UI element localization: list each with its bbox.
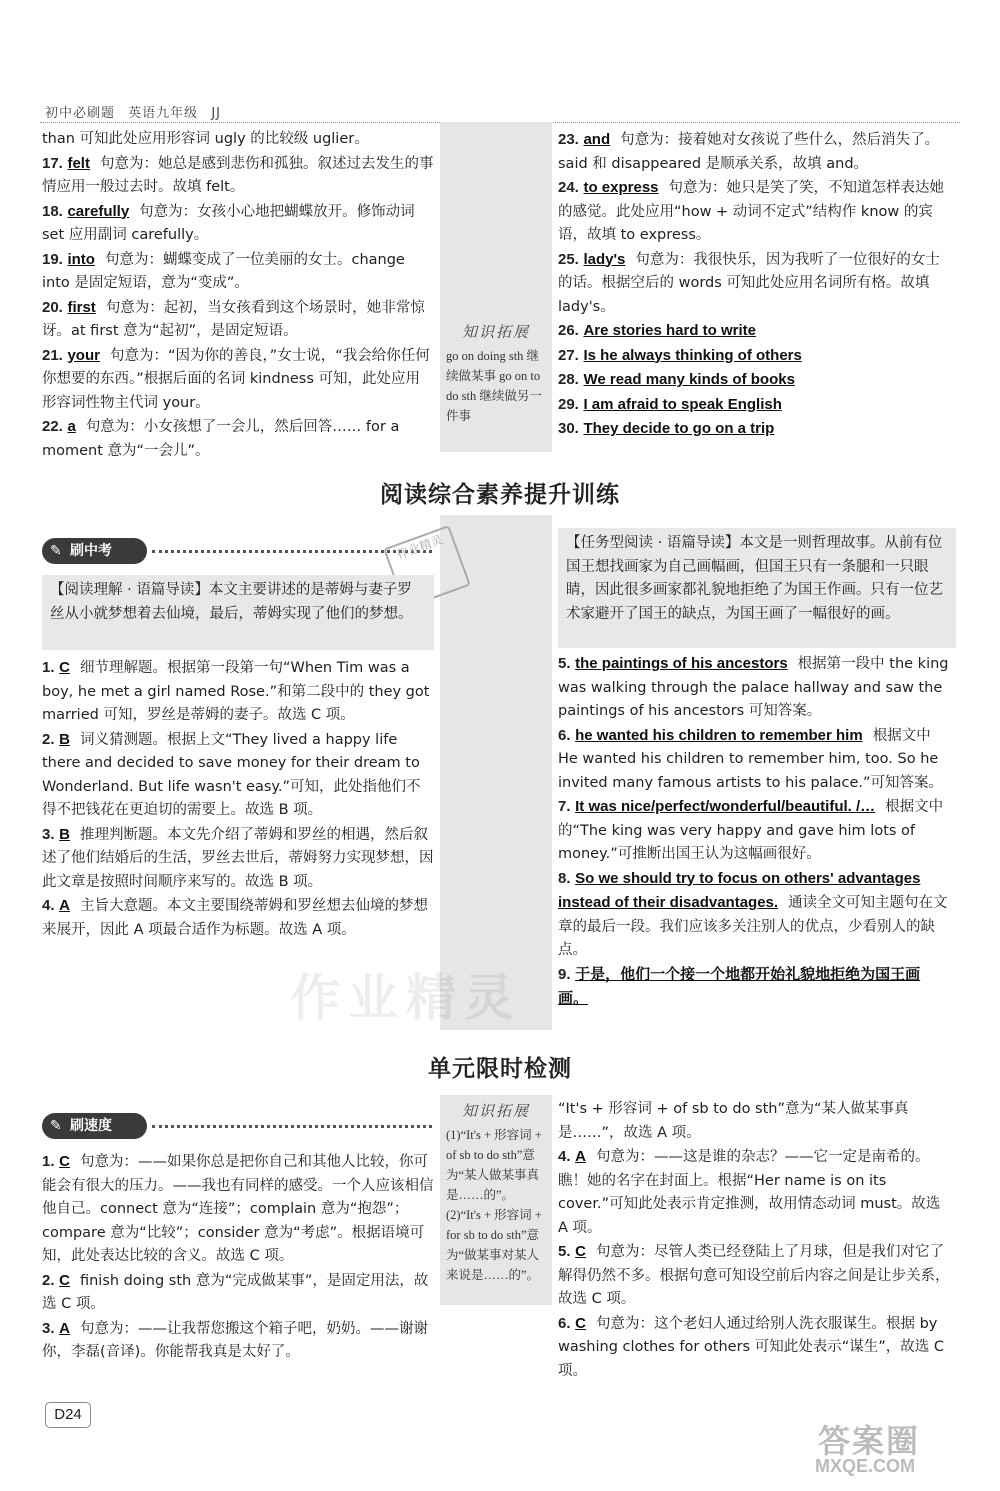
item-answer: I am afraid to speak English (583, 395, 782, 413)
item-number: 18. (42, 202, 63, 220)
answer-item (558, 795, 953, 867)
item-answer: Is he always thinking of others (583, 346, 802, 364)
sidebar-title: 知识拓展 (461, 323, 530, 341)
item-answer: A (59, 897, 70, 914)
item-explanation: 句意为：——如果你总是把你自己和其他人比较，你可能会有很大的压力。——我也有同样的感受。一个人应该相信他自己。connect 意为“连接”；complain 意为“抱怨”；compare 意为“比较”；consider 意为“考虑”。根据语境可知，此处表达比较的含义。故选 C 项。 (42, 1154, 434, 1264)
answer-item (558, 393, 953, 418)
item-number: 23. (558, 131, 579, 148)
item-explanation: 通读全文可知主题句在文章的最后一段。我们应该多关注别人的优点，少看别人的缺点。 (558, 895, 948, 958)
answer-item (42, 894, 434, 942)
item-explanation: 句意为：——让我帮您搬这个箱子吧，奶奶。——谢谢你，李磊(音译)。你能帮我真是太好了。 (42, 1320, 428, 1360)
center-gray-strip (440, 515, 552, 1030)
item-explanation: 主旨大意题。本文主要围绕蒂姆和罗丝想去仙境的梦想来展开，因此 A 项最合适作为标题。故选 A 项。 (42, 898, 428, 938)
section-title-reading: 阅读综合素养提升训练 (380, 482, 620, 508)
answer-item (42, 728, 434, 823)
task-reading-intro-note: 【任务型阅读 · 语篇导读】本文是一则哲理故事。从前有位国王想找画家为自己画幅画，但国王只有一条腿和一只眼睛，因此很多画家都礼貌地拒绝了为国王作画。只有一位艺术家避开了国王的缺点，为国王画了一幅很好的画。 (558, 528, 956, 648)
reading-intro-note: 【阅读理解 · 语篇导读】本文主要讲述的是蒂姆与妻子罗丝从小就梦想着去仙境，最后，蒂姆实现了他们的梦想。 (42, 575, 434, 650)
item-answer: B (59, 730, 70, 748)
item-number: 27. (558, 346, 579, 364)
item-number: 1. (42, 659, 55, 676)
answer-item (558, 344, 953, 369)
item-number: 4. (558, 1148, 571, 1165)
answer-item (42, 296, 434, 344)
top-left-column (42, 128, 434, 463)
answer-item (558, 319, 953, 344)
item-explanation: 句意为：接着她对女孩说了些什么，然后消失了。said 和 disappeared 是顺承关系，故填 and。 (558, 132, 940, 172)
item-explanation: 句意为：“因为你的善良，”女士说，“我会给你任何你想要的东西。”根据后面的名词 kindness 可知，此处应用形容词性物主代词 your。 (42, 347, 430, 411)
answer-item (558, 176, 953, 248)
item-number: 26. (558, 322, 579, 339)
item-number: 7. (558, 798, 571, 815)
item-number: 30. (558, 420, 579, 437)
item-explanation: 句意为：尽管人类已经登陆上了月球，但是我们对它了解得仍然不多。根据句意可知设空前后内容之间是让步关系，故选 C 项。 (558, 1244, 950, 1307)
item-answer: first (67, 298, 96, 316)
top-right-column (558, 128, 953, 442)
answer-item (42, 415, 434, 463)
page-header (45, 102, 229, 121)
item-answer: B (59, 825, 70, 843)
item-answer: your (67, 346, 100, 364)
section-title-unit-test: 单元限时检测 (428, 1056, 572, 1082)
answer-item (42, 248, 434, 296)
item-answer: C (59, 659, 70, 676)
site-logo: 答案圈 (818, 1422, 921, 1460)
item-explanation: 句意为：起初，当女孩看到这个场景时，她非常惊讶。at first 意为“起初”，是固定短语。 (42, 299, 425, 339)
item-answer: We read many kinds of books (583, 371, 795, 388)
item-number: 1. (42, 1153, 55, 1170)
item-explanation: 根据第一段中 the king was walking through the palace hallway and saw the paintings of his ancestors 可知答案。 (558, 656, 949, 719)
answer-item (42, 1317, 434, 1365)
answer-item (558, 652, 953, 724)
book-title: 初中必刷题 (45, 106, 116, 121)
answer-item (42, 152, 434, 200)
sidebar-text: go on doing sth 继续做某事 go on to do sth 继续做另一件事 (446, 349, 542, 423)
item-answer: felt (67, 154, 90, 172)
item-explanation: 句意为：小女孩想了一会儿，然后回答…… for a moment 意为“一会儿”。 (42, 419, 400, 459)
watermark: 作业精灵 (290, 969, 522, 1027)
item-explanation: 根据文中的“The king was very happy and gave him lots of money.”可推断出国王认为这幅画很好。 (558, 799, 944, 862)
answer-item (558, 368, 953, 393)
sidebar-text-2: (1)“It's + 形容词 + of sb to do sth”意为“某人做某事真是……的”。(2)“It's + 形容词 + for sb to do sth”意为“做某事对某人来说是……的”。 (446, 1128, 542, 1282)
item-number: 24. (558, 179, 579, 196)
answer-item (558, 724, 953, 796)
answer-item (558, 963, 953, 1012)
answer-item (558, 128, 953, 176)
knowledge-sidebar-bottom (440, 1095, 552, 1305)
item-number: 6. (558, 1314, 571, 1332)
item-explanation: 句意为：——这是谁的杂志？——它一定是南希的。瞧！她的名字在封面上。根据“Her name is on its cover.”可知此处表示肯定推测，故用情态动词 must。故选 A 项。 (558, 1149, 941, 1236)
item-answer: A (575, 1148, 586, 1165)
unit-test-right-answers (558, 1098, 953, 1383)
item-number: 6. (558, 726, 571, 744)
item-answer: C (59, 1271, 70, 1289)
item-answer: Are stories hard to write (583, 322, 757, 339)
item-number: 21. (42, 346, 63, 364)
answer-item (558, 1312, 953, 1384)
badge-dots-2 (152, 1125, 432, 1128)
item-answer: and (583, 131, 611, 148)
item-answer: C (575, 1314, 586, 1332)
item-explanation: 推理判断题。本文先介绍了蒂姆和罗丝的相遇，然后叙述了他们结婚后的生活，罗丝去世后，蒂姆努力实现梦想，因此文章是按照时间顺序来写的。故选 B 项。 (42, 826, 434, 890)
item-explanation: than 可知此处应用形容词 ugly 的比较级 uglier。 (42, 131, 369, 147)
page-number: D24 (45, 1402, 91, 1428)
item-explanation: 句意为：蝴蝶变成了一位美丽的女士。change into 是固定短语，意为“变成”。 (42, 251, 405, 291)
answer-item (558, 1240, 953, 1312)
answer-item (42, 1150, 434, 1269)
item-answer: to express (583, 179, 659, 196)
item-number: 8. (558, 869, 571, 887)
item-number: 2. (42, 730, 55, 748)
badge-sudu: ✎ 刷速度 (42, 1113, 147, 1139)
item-number: 19. (42, 250, 63, 268)
item-number: 3. (42, 1319, 55, 1337)
item-answer: lady's (583, 250, 626, 268)
answer-item (558, 417, 953, 442)
item-explanation: 句意为：她总是感到悲伤和孤独。叙述过去发生的事情应用一般过去时。故填 felt。 (42, 155, 434, 195)
edition: JJ (211, 106, 221, 121)
item-explanation: 根据文中 He wanted his children to remember him, too. So he invited many famous artists to his palace.”可知答案。 (558, 727, 944, 791)
item-explanation: 句意为：她只是笑了笑，不知道怎样表达她的感觉。此处应用“how + 动词不定式”结构作 know 的宾语，故填 to express。 (558, 180, 945, 243)
answer-item (42, 656, 434, 728)
sidebar-title-2: 知识拓展 (461, 1102, 530, 1120)
badge-zhongkao: ✎ 刷中考 (42, 538, 147, 564)
item-explanation: “It's + 形容词 + of sb to do sth”意为“某人做某事真是……”，故选 A 项。 (558, 1101, 909, 1141)
item-number: 29. (558, 395, 579, 413)
site-url: MXQE.COM (815, 1456, 916, 1476)
item-number: 17. (42, 154, 63, 172)
item-explanation: 句意为：这个老妇人通过给别人洗衣服谋生。根据 by washing clothes for others 可知此处表示“谋生”，故选 C 项。 (558, 1315, 944, 1379)
answer-item (558, 1145, 953, 1240)
reading-right-answers (558, 652, 953, 1012)
item-number: 9. (558, 965, 571, 983)
item-number: 3. (42, 825, 55, 843)
item-answer: a (67, 418, 76, 435)
unit-test-left-answers (42, 1150, 434, 1365)
answer-item (42, 128, 434, 152)
answer-item (558, 867, 953, 963)
item-explanation: 句意为：我很快乐，因为我听了一位很好的女士的话。根据空后的 words 可知此处应用名词所有格。故填 lady's。 (558, 251, 940, 315)
answer-item (42, 823, 434, 895)
reading-left-answers (42, 656, 434, 942)
item-explanation: 细节理解题。根据第一段第一句“When Tim was a boy, he met a girl named Rose.”和第二段中的 they got married 可知，罗丝是蒂姆的妻子。故选 C 项。 (42, 660, 430, 723)
item-answer: So we should try to focus on others' advantages instead of their disadvantages. (558, 869, 921, 911)
item-number: 22. (42, 418, 63, 435)
item-answer: C (59, 1153, 70, 1170)
item-number: 4. (42, 897, 55, 914)
item-answer: C (575, 1243, 586, 1260)
item-explanation: 词义猜测题。根据上文“They lived a happy life there and decided to save money for their dream to Wonderland. But life wasn't easy.”可知，此处指他们不得不把钱花在更迫切的需要上。故选 B 项。 (42, 731, 421, 818)
item-explanation: finish doing sth 意为“完成做某事”，是固定用法，故选 C 项。 (42, 1272, 429, 1312)
item-answer: A (59, 1319, 70, 1337)
item-answer: he wanted his children to remember him (575, 726, 863, 744)
answer-item (42, 1269, 434, 1317)
item-answer: carefully (67, 202, 130, 220)
answer-item (558, 1098, 953, 1145)
answer-item (558, 248, 953, 320)
item-number: 25. (558, 250, 579, 268)
subject: 英语九年级 (128, 106, 199, 121)
stamp: 作业精灵 (383, 525, 471, 609)
item-number: 2. (42, 1271, 55, 1289)
item-answer: It was nice/perfect/wonderful/beautiful. /… (575, 798, 876, 815)
answer-item (42, 344, 434, 416)
answer-item (42, 200, 434, 248)
item-answer: They decide to go on a trip (583, 420, 775, 437)
item-number: 20. (42, 298, 63, 316)
item-explanation: 句意为：女孩小心地把蝴蝶放开。修饰动词 set 应用副词 carefully。 (42, 203, 415, 243)
item-answer: into (67, 250, 95, 268)
item-answer: 于是，他们一个接一个地都开始礼貌地拒绝为国王画画。 (558, 965, 921, 1007)
item-number: 5. (558, 1243, 571, 1260)
item-number: 5. (558, 655, 571, 672)
item-answer: the paintings of his ancestors (575, 655, 788, 672)
item-number: 28. (558, 371, 579, 388)
knowledge-sidebar-top (440, 122, 552, 452)
